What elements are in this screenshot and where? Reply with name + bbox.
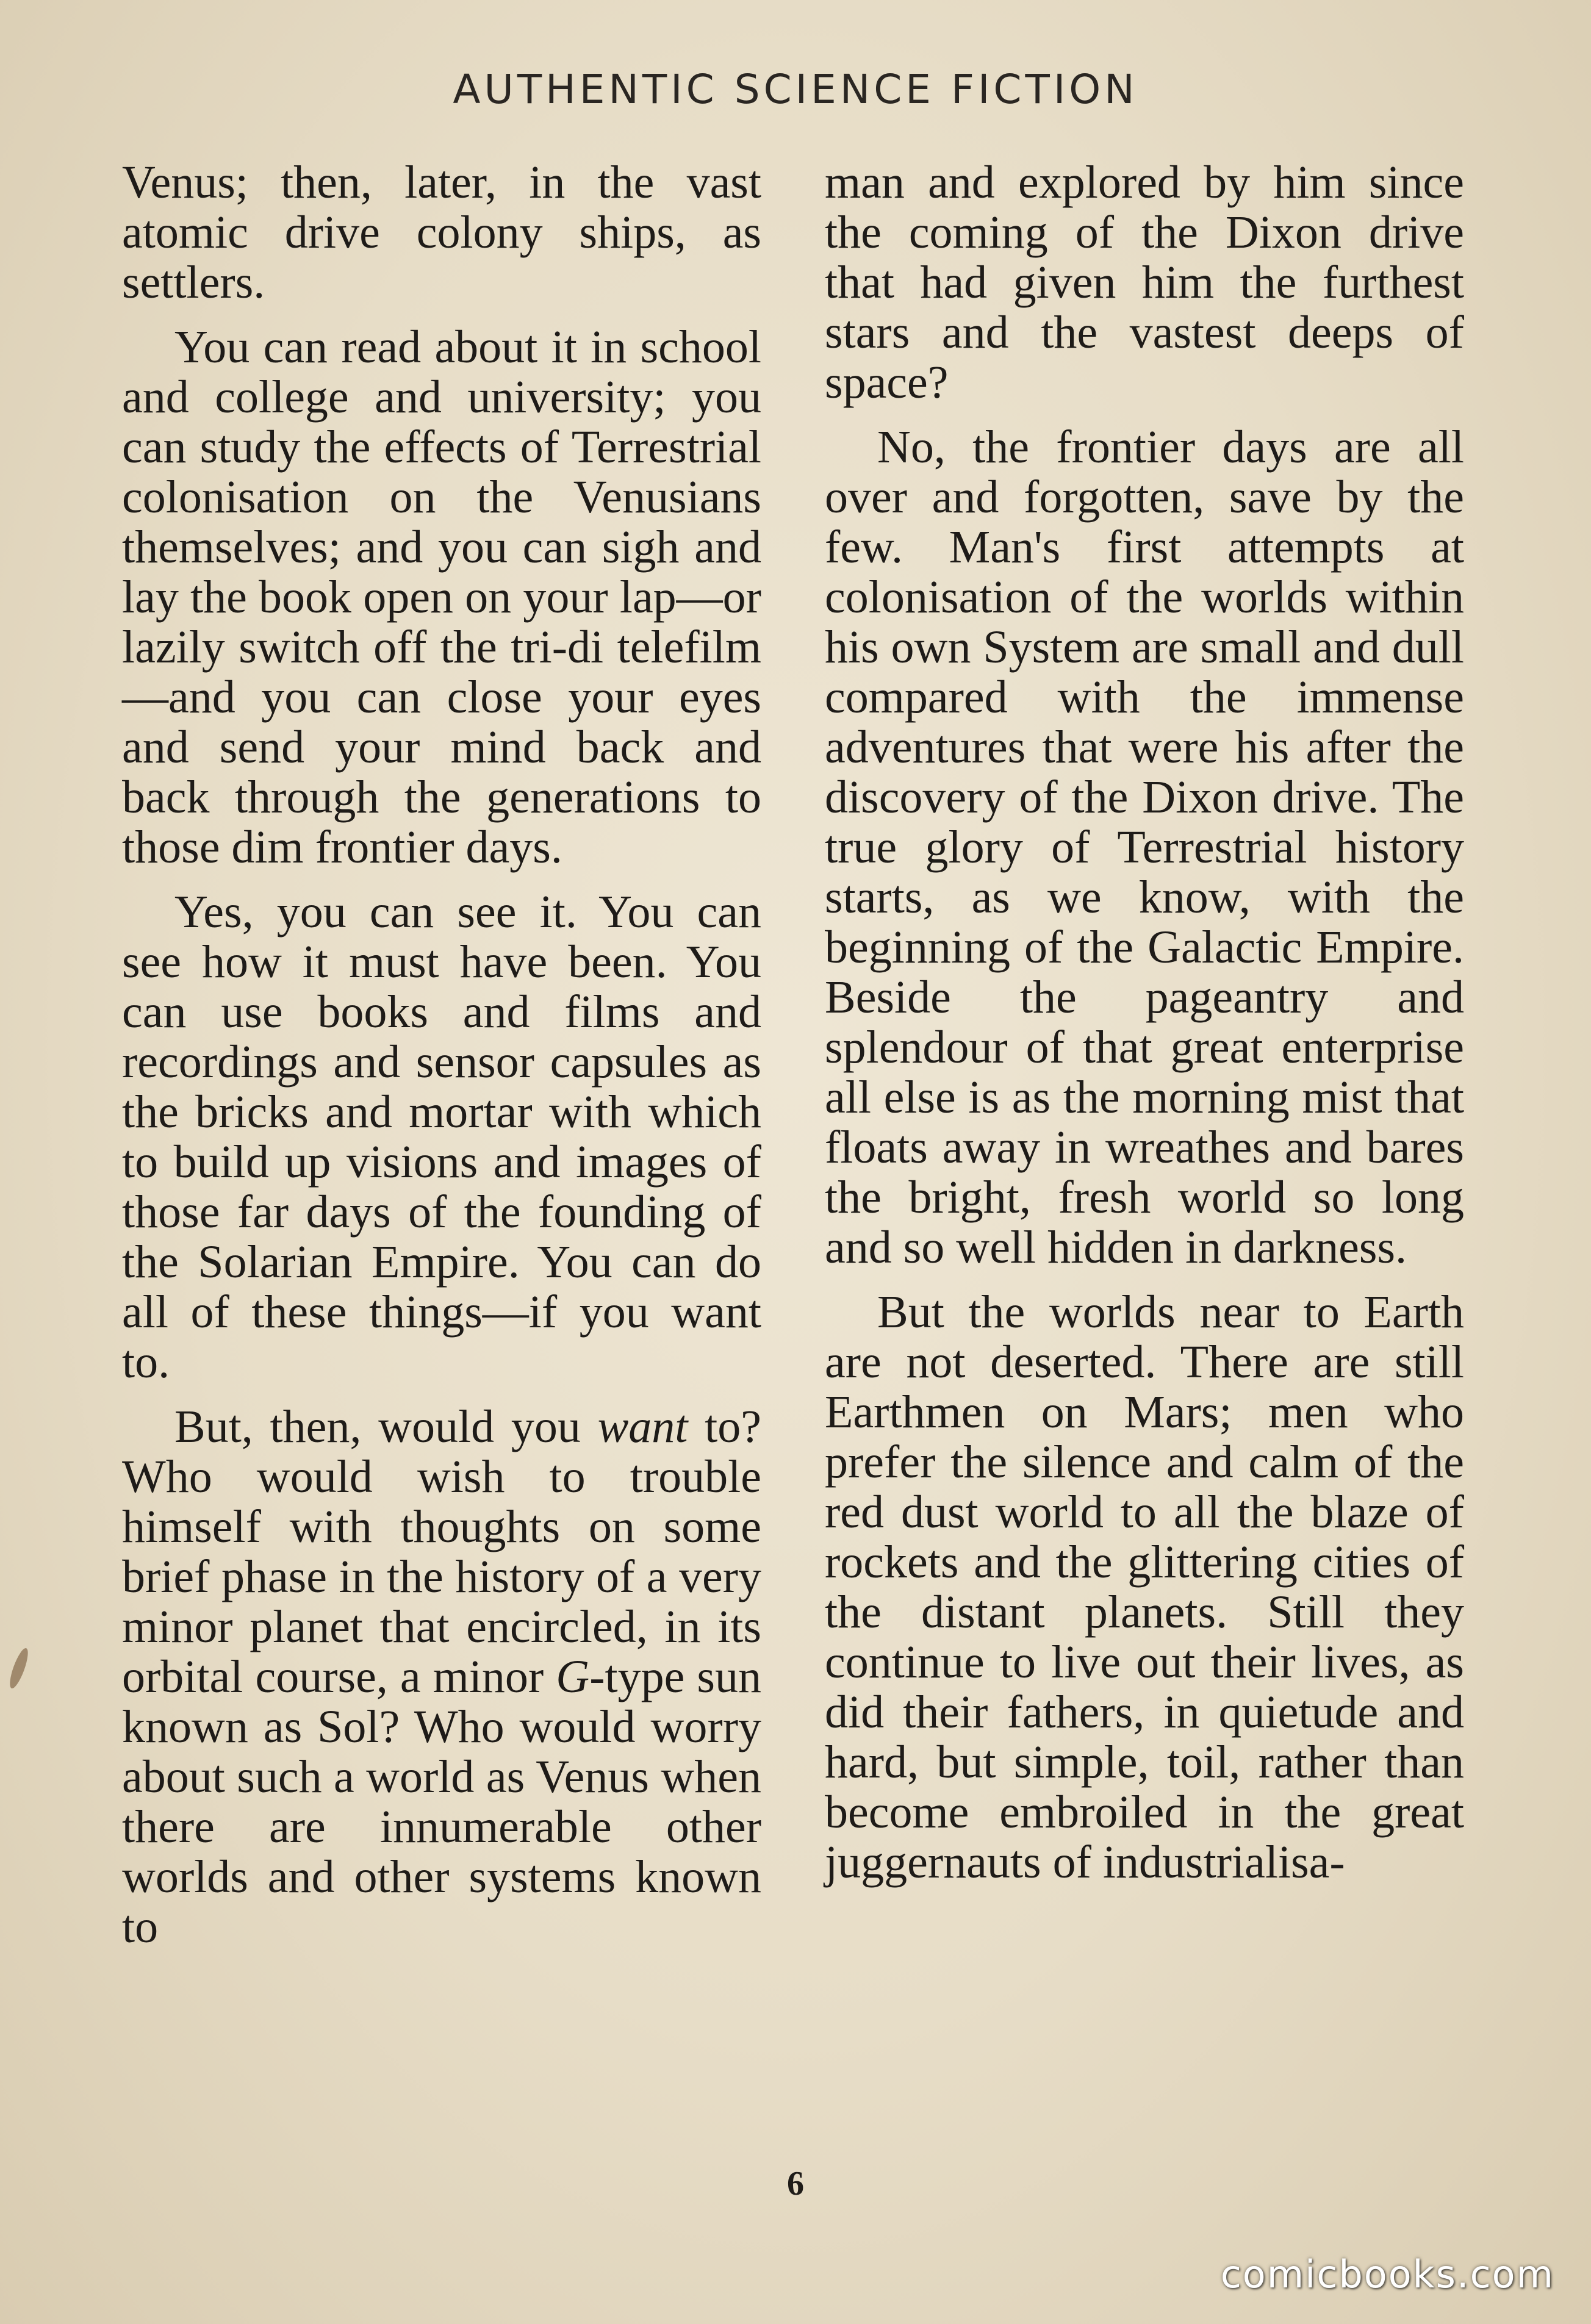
paragraph: But the worlds near to Earth are not deserted. There are still Earthmen on Mars; men who prefer the silence and calm of the red dust world to all the blaze of rockets and the glittering cities of the distant planets. Still they continue to live out their lives, as did their fathers, in quietude and hard, but simple, toil, rather than become embroiled in the great juggernauts of industrialisa- <box>825 1286 1464 1888</box>
text-run: -type sun known as Sol? Who would worry about such a world as Venus when there are innumerable other worlds and other systems known to <box>122 1651 761 1953</box>
page-number: 6 <box>787 2165 804 2203</box>
paragraph: No, the frontier days are all over and forgotten, save by the few. Man's first attempts at colonisation of the worlds within his own System are small and dull compared with the immense adventures that were his after the discovery of the Dixon drive. The true glory of Terrestrial history starts, as we know, with the beginning of the Galactic Empire. Beside the pageantry and splendour of that great enterprise all else is as the morning mist that floats away in wreathes and bares the bright, fresh world so long and so well hidden in darkness. <box>825 421 1464 1273</box>
text-column-right <box>825 157 1464 2158</box>
paragraph: Venus; then, later, in the vast atomic drive colony ships, as settlers. <box>122 157 761 308</box>
paragraph: Yes, you can see it. You can see how it must have been. You can use books and films and recordings and sensor capsules as the bricks and mortar with which to build up visions and images of those far days of the founding of the Solarian Empire. You can do all of these things—if you want to. <box>122 886 761 1388</box>
paragraph: man and explored by him since the coming of the Dixon drive that had given him the furthest stars and the vastest deeps of space? <box>825 157 1464 408</box>
ink-smudge <box>7 1646 32 1690</box>
text-run: to? Who would wish to trouble himself with thoughts on some brief phase in the history of a very minor planet that encircled, in its orbital course, a minor <box>122 1401 761 1702</box>
watermark: comicbooks.com <box>1220 2252 1554 2297</box>
emphasis: G <box>556 1651 590 1702</box>
emphasis: want <box>597 1401 688 1452</box>
paragraph: You can read about it in school and college and university; you can study the effects of Terrestrial colonisation on the Venusians themselves; and you can sigh and lay the book open on your lap—or lazily switch off the tri-di telefilm—and you can close your eyes and send your mind back and back through the generations to those dim frontier days. <box>122 321 761 873</box>
paragraph <box>122 1402 761 1952</box>
text-column-left <box>122 157 761 2158</box>
running-head: AUTHENTIC SCIENCE FICTION <box>453 66 1138 113</box>
text-run: But, then, would you <box>174 1401 598 1452</box>
